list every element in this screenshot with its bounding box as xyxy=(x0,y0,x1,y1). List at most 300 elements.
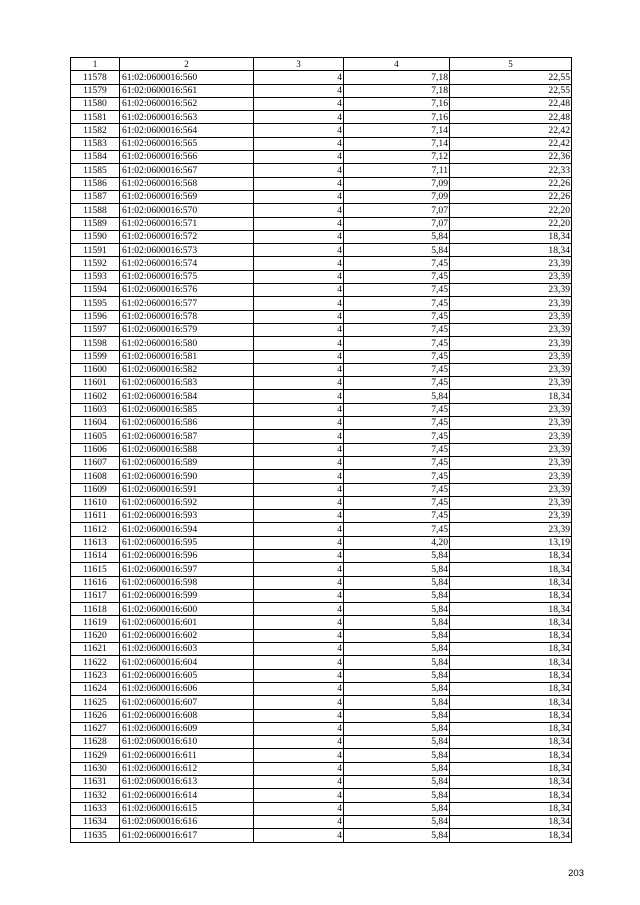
table-cell: 4 xyxy=(254,111,344,124)
table-cell: 5,84 xyxy=(344,709,450,722)
table-cell: 61:02:0600016:608 xyxy=(120,709,254,722)
table-cell: 4 xyxy=(254,709,344,722)
table-cell: 11596 xyxy=(71,310,120,323)
table-cell: 4,20 xyxy=(344,536,450,549)
table-cell: 5,84 xyxy=(344,616,450,629)
table-cell: 11623 xyxy=(71,669,120,682)
table-row xyxy=(71,284,572,297)
table-cell: 4 xyxy=(254,762,344,775)
table-cell: 7,45 xyxy=(344,377,450,390)
table-cell: 11606 xyxy=(71,443,120,456)
table-cell: 4 xyxy=(254,629,344,642)
table-cell: 5,84 xyxy=(344,682,450,695)
table-cell: 22,20 xyxy=(450,204,572,217)
table-row xyxy=(71,669,572,682)
table-cell: 4 xyxy=(254,576,344,589)
table-cell: 61:02:0600016:577 xyxy=(120,297,254,310)
table-cell: 5,84 xyxy=(344,789,450,802)
table-cell: 18,34 xyxy=(450,616,572,629)
table-cell: 23,39 xyxy=(450,284,572,297)
table-cell: 22,55 xyxy=(450,71,572,84)
table-cell: 61:02:0600016:588 xyxy=(120,443,254,456)
table-cell: 5,84 xyxy=(344,603,450,616)
table-cell: 61:02:0600016:570 xyxy=(120,204,254,217)
table-cell: 4 xyxy=(254,204,344,217)
table-cell: 4 xyxy=(254,563,344,576)
table-row xyxy=(71,377,572,390)
table-cell: 5,84 xyxy=(344,776,450,789)
column-header-2: 2 xyxy=(120,58,254,71)
table-cell: 11579 xyxy=(71,84,120,97)
table-cell: 18,34 xyxy=(450,390,572,403)
table-body xyxy=(71,71,572,842)
table-row xyxy=(71,430,572,443)
table-cell: 11610 xyxy=(71,496,120,509)
table-cell: 7,45 xyxy=(344,443,450,456)
table-cell: 5,84 xyxy=(344,696,450,709)
table-cell: 7,45 xyxy=(344,350,450,363)
table-cell: 61:02:0600016:606 xyxy=(120,682,254,695)
table-cell: 4 xyxy=(254,669,344,682)
table-cell: 4 xyxy=(254,789,344,802)
table-cell: 5,84 xyxy=(344,829,450,842)
table-cell: 22,42 xyxy=(450,124,572,137)
table-cell: 7,12 xyxy=(344,151,450,164)
table-cell: 22,36 xyxy=(450,151,572,164)
table-cell: 4 xyxy=(254,363,344,376)
table-cell: 18,34 xyxy=(450,576,572,589)
table-cell: 5,84 xyxy=(344,656,450,669)
table-cell: 11611 xyxy=(71,510,120,523)
table-cell: 5,84 xyxy=(344,244,450,257)
table-cell: 11613 xyxy=(71,536,120,549)
table-cell: 7,16 xyxy=(344,111,450,124)
table-cell: 4 xyxy=(254,217,344,230)
table-row xyxy=(71,802,572,815)
table-cell: 18,34 xyxy=(450,749,572,762)
table-row xyxy=(71,337,572,350)
table-row xyxy=(71,297,572,310)
table-row xyxy=(71,390,572,403)
table-cell: 5,84 xyxy=(344,722,450,735)
table-cell: 18,34 xyxy=(450,709,572,722)
table-row xyxy=(71,456,572,469)
table-cell: 11601 xyxy=(71,377,120,390)
table-row xyxy=(71,829,572,842)
table-cell: 4 xyxy=(254,417,344,430)
table-cell: 7,14 xyxy=(344,137,450,150)
table-cell: 5,84 xyxy=(344,815,450,828)
table-row xyxy=(71,164,572,177)
table-cell: 61:02:0600016:596 xyxy=(120,549,254,562)
table-cell: 11602 xyxy=(71,390,120,403)
table-row xyxy=(71,151,572,164)
table-row xyxy=(71,190,572,203)
table-cell: 61:02:0600016:568 xyxy=(120,177,254,190)
table-row xyxy=(71,736,572,749)
table-cell: 11597 xyxy=(71,323,120,336)
table-cell: 61:02:0600016:597 xyxy=(120,563,254,576)
table-cell: 61:02:0600016:611 xyxy=(120,749,254,762)
table-cell: 5,84 xyxy=(344,576,450,589)
table-cell: 18,34 xyxy=(450,815,572,828)
table-row xyxy=(71,137,572,150)
table-row xyxy=(71,523,572,536)
table-cell: 7,18 xyxy=(344,84,450,97)
table-cell: 61:02:0600016:616 xyxy=(120,815,254,828)
table-cell: 4 xyxy=(254,536,344,549)
table-cell: 61:02:0600016:567 xyxy=(120,164,254,177)
table-cell: 11580 xyxy=(71,97,120,110)
table-cell: 11608 xyxy=(71,470,120,483)
table-cell: 4 xyxy=(254,802,344,815)
table-cell: 4 xyxy=(254,377,344,390)
table-cell: 61:02:0600016:578 xyxy=(120,310,254,323)
table-cell: 23,39 xyxy=(450,350,572,363)
table-row xyxy=(71,124,572,137)
table-cell: 11617 xyxy=(71,589,120,602)
table-row xyxy=(71,510,572,523)
table-cell: 4 xyxy=(254,829,344,842)
table-cell: 18,34 xyxy=(450,563,572,576)
table-cell: 4 xyxy=(254,350,344,363)
table-cell: 4 xyxy=(254,643,344,656)
table-cell: 7,45 xyxy=(344,456,450,469)
table-row xyxy=(71,244,572,257)
table-cell: 22,20 xyxy=(450,217,572,230)
table-row xyxy=(71,257,572,270)
table-row xyxy=(71,323,572,336)
table-cell: 11584 xyxy=(71,151,120,164)
table-cell: 4 xyxy=(254,616,344,629)
table-cell: 4 xyxy=(254,164,344,177)
table-cell: 4 xyxy=(254,589,344,602)
table-cell: 22,48 xyxy=(450,97,572,110)
table-cell: 11621 xyxy=(71,643,120,656)
table-row xyxy=(71,350,572,363)
table-cell: 7,07 xyxy=(344,204,450,217)
table-cell: 23,39 xyxy=(450,297,572,310)
table-cell: 11633 xyxy=(71,802,120,815)
table-cell: 23,39 xyxy=(450,443,572,456)
table-row xyxy=(71,549,572,562)
table-row xyxy=(71,71,572,84)
table-row xyxy=(71,576,572,589)
table-cell: 61:02:0600016:563 xyxy=(120,111,254,124)
table-row xyxy=(71,762,572,775)
table-row xyxy=(71,603,572,616)
table-cell: 61:02:0600016:613 xyxy=(120,776,254,789)
table-cell: 18,34 xyxy=(450,736,572,749)
table-cell: 13,19 xyxy=(450,536,572,549)
table-cell: 18,34 xyxy=(450,762,572,775)
table-cell: 18,34 xyxy=(450,789,572,802)
table-cell: 11586 xyxy=(71,177,120,190)
table-cell: 5,84 xyxy=(344,390,450,403)
table-cell: 4 xyxy=(254,177,344,190)
table-cell: 4 xyxy=(254,310,344,323)
table-cell: 11634 xyxy=(71,815,120,828)
table-cell: 61:02:0600016:572 xyxy=(120,230,254,243)
table-cell: 4 xyxy=(254,124,344,137)
table-cell: 4 xyxy=(254,71,344,84)
table-cell: 23,39 xyxy=(450,510,572,523)
table-cell: 23,39 xyxy=(450,523,572,536)
table-cell: 11626 xyxy=(71,709,120,722)
table-row xyxy=(71,536,572,549)
table-row xyxy=(71,749,572,762)
table-cell: 23,39 xyxy=(450,363,572,376)
table-cell: 4 xyxy=(254,430,344,443)
table-cell: 5,84 xyxy=(344,589,450,602)
table-cell: 5,84 xyxy=(344,643,450,656)
table-row xyxy=(71,696,572,709)
table-cell: 4 xyxy=(254,323,344,336)
table-cell: 23,39 xyxy=(450,430,572,443)
table-row xyxy=(71,496,572,509)
table-cell: 5,84 xyxy=(344,802,450,815)
table-cell: 61:02:0600016:580 xyxy=(120,337,254,350)
table-cell: 7,45 xyxy=(344,496,450,509)
table-cell: 11625 xyxy=(71,696,120,709)
table-cell: 61:02:0600016:614 xyxy=(120,789,254,802)
table-cell: 18,34 xyxy=(450,244,572,257)
table-row xyxy=(71,217,572,230)
table-cell: 5,84 xyxy=(344,563,450,576)
table-cell: 4 xyxy=(254,270,344,283)
table-cell: 61:02:0600016:586 xyxy=(120,417,254,430)
table-cell: 4 xyxy=(254,656,344,669)
table-cell: 4 xyxy=(254,244,344,257)
table-cell: 7,45 xyxy=(344,483,450,496)
table-row xyxy=(71,230,572,243)
table-row xyxy=(71,789,572,802)
table-cell: 23,39 xyxy=(450,417,572,430)
table-row xyxy=(71,417,572,430)
table-cell: 61:02:0600016:591 xyxy=(120,483,254,496)
table-cell: 7,09 xyxy=(344,190,450,203)
table-cell: 61:02:0600016:603 xyxy=(120,643,254,656)
table-cell: 23,39 xyxy=(450,323,572,336)
table-cell: 23,39 xyxy=(450,496,572,509)
table-cell: 4 xyxy=(254,483,344,496)
table-cell: 4 xyxy=(254,97,344,110)
table-cell: 11635 xyxy=(71,829,120,842)
table-cell: 18,34 xyxy=(450,802,572,815)
table-row xyxy=(71,616,572,629)
table-row xyxy=(71,709,572,722)
table-cell: 4 xyxy=(254,403,344,416)
table-row xyxy=(71,643,572,656)
table-cell: 4 xyxy=(254,230,344,243)
table-row xyxy=(71,270,572,283)
table-cell: 4 xyxy=(254,549,344,562)
table-cell: 11599 xyxy=(71,350,120,363)
table-cell: 61:02:0600016:605 xyxy=(120,669,254,682)
table-cell: 4 xyxy=(254,257,344,270)
table-cell: 61:02:0600016:598 xyxy=(120,576,254,589)
table-cell: 11583 xyxy=(71,137,120,150)
table-cell: 4 xyxy=(254,297,344,310)
table-cell: 4 xyxy=(254,696,344,709)
table-row xyxy=(71,111,572,124)
table-cell: 7,45 xyxy=(344,403,450,416)
table-cell: 11587 xyxy=(71,190,120,203)
table-cell: 11614 xyxy=(71,549,120,562)
table-cell: 18,34 xyxy=(450,603,572,616)
table-cell: 61:02:0600016:612 xyxy=(120,762,254,775)
table-cell: 11581 xyxy=(71,111,120,124)
table-cell: 22,26 xyxy=(450,190,572,203)
table-row xyxy=(71,589,572,602)
table-cell: 11604 xyxy=(71,417,120,430)
table-cell: 4 xyxy=(254,510,344,523)
table-cell: 5,84 xyxy=(344,230,450,243)
table-cell: 61:02:0600016:589 xyxy=(120,456,254,469)
table-cell: 11589 xyxy=(71,217,120,230)
table-cell: 11592 xyxy=(71,257,120,270)
table-cell: 11631 xyxy=(71,776,120,789)
table-cell: 23,39 xyxy=(450,270,572,283)
table-cell: 7,45 xyxy=(344,523,450,536)
table-cell: 11607 xyxy=(71,456,120,469)
table-cell: 7,45 xyxy=(344,270,450,283)
table-row xyxy=(71,84,572,97)
table-cell: 11620 xyxy=(71,629,120,642)
table-cell: 18,34 xyxy=(450,230,572,243)
table-cell: 11627 xyxy=(71,722,120,735)
data-table xyxy=(70,57,572,843)
table-cell: 11632 xyxy=(71,789,120,802)
table-cell: 4 xyxy=(254,523,344,536)
table-row xyxy=(71,403,572,416)
table-cell: 11591 xyxy=(71,244,120,257)
table-cell: 7,11 xyxy=(344,164,450,177)
table-cell: 61:02:0600016:584 xyxy=(120,390,254,403)
table-cell: 61:02:0600016:592 xyxy=(120,496,254,509)
table-cell: 61:02:0600016:587 xyxy=(120,430,254,443)
column-header-3: 3 xyxy=(254,58,344,71)
table-row xyxy=(71,470,572,483)
table-cell: 11582 xyxy=(71,124,120,137)
table-cell: 4 xyxy=(254,456,344,469)
table-cell: 61:02:0600016:610 xyxy=(120,736,254,749)
table-cell: 7,45 xyxy=(344,310,450,323)
table-cell: 23,39 xyxy=(450,310,572,323)
table-cell: 11624 xyxy=(71,682,120,695)
table-row xyxy=(71,177,572,190)
table-cell: 22,42 xyxy=(450,137,572,150)
table-cell: 4 xyxy=(254,137,344,150)
table-cell: 11618 xyxy=(71,603,120,616)
table-cell: 23,39 xyxy=(450,403,572,416)
table-cell: 18,34 xyxy=(450,549,572,562)
table-row xyxy=(71,815,572,828)
column-header-4: 4 xyxy=(344,58,450,71)
table-cell: 61:02:0600016:565 xyxy=(120,137,254,150)
table-cell: 11578 xyxy=(71,71,120,84)
table-cell: 61:02:0600016:604 xyxy=(120,656,254,669)
table-cell: 7,45 xyxy=(344,363,450,376)
table-cell: 22,33 xyxy=(450,164,572,177)
table-cell: 22,48 xyxy=(450,111,572,124)
table-cell: 4 xyxy=(254,815,344,828)
table-cell: 61:02:0600016:579 xyxy=(120,323,254,336)
table-cell: 11595 xyxy=(71,297,120,310)
table-cell: 11593 xyxy=(71,270,120,283)
table-cell: 61:02:0600016:599 xyxy=(120,589,254,602)
table-cell: 11630 xyxy=(71,762,120,775)
table-cell: 4 xyxy=(254,190,344,203)
table-cell: 11600 xyxy=(71,363,120,376)
table-cell: 61:02:0600016:617 xyxy=(120,829,254,842)
table-cell: 61:02:0600016:569 xyxy=(120,190,254,203)
column-header-1: 1 xyxy=(71,58,120,71)
table-cell: 61:02:0600016:566 xyxy=(120,151,254,164)
table-row xyxy=(71,483,572,496)
table-row xyxy=(71,97,572,110)
table-cell: 5,84 xyxy=(344,762,450,775)
table-cell: 18,34 xyxy=(450,589,572,602)
table-cell: 4 xyxy=(254,603,344,616)
table-cell: 11603 xyxy=(71,403,120,416)
table-cell: 4 xyxy=(254,337,344,350)
table-cell: 11622 xyxy=(71,656,120,669)
table-cell: 61:02:0600016:581 xyxy=(120,350,254,363)
table-cell: 61:02:0600016:590 xyxy=(120,470,254,483)
table-cell: 7,16 xyxy=(344,97,450,110)
table-cell: 4 xyxy=(254,84,344,97)
table-cell: 61:02:0600016:562 xyxy=(120,97,254,110)
table-cell: 4 xyxy=(254,682,344,695)
table-cell: 7,09 xyxy=(344,177,450,190)
table-row xyxy=(71,682,572,695)
column-header-5: 5 xyxy=(450,58,572,71)
table-cell: 18,34 xyxy=(450,776,572,789)
table-cell: 61:02:0600016:574 xyxy=(120,257,254,270)
table-cell: 5,84 xyxy=(344,549,450,562)
table-cell: 11588 xyxy=(71,204,120,217)
table-cell: 61:02:0600016:594 xyxy=(120,523,254,536)
table-cell: 18,34 xyxy=(450,696,572,709)
table-cell: 61:02:0600016:615 xyxy=(120,802,254,815)
table-cell: 23,39 xyxy=(450,377,572,390)
table-row xyxy=(71,629,572,642)
table-cell: 61:02:0600016:593 xyxy=(120,510,254,523)
table-cell: 4 xyxy=(254,749,344,762)
table-cell: 23,39 xyxy=(450,337,572,350)
table-cell: 61:02:0600016:585 xyxy=(120,403,254,416)
table-cell: 23,39 xyxy=(450,483,572,496)
table-cell: 11585 xyxy=(71,164,120,177)
table-cell: 18,34 xyxy=(450,682,572,695)
table-cell: 7,45 xyxy=(344,470,450,483)
table-cell: 61:02:0600016:601 xyxy=(120,616,254,629)
table-cell: 4 xyxy=(254,736,344,749)
table-row xyxy=(71,563,572,576)
table-cell: 11605 xyxy=(71,430,120,443)
table-cell: 4 xyxy=(254,776,344,789)
table-cell: 61:02:0600016:560 xyxy=(120,71,254,84)
page-number: 203 xyxy=(568,868,584,879)
table-row xyxy=(71,776,572,789)
table-cell: 7,18 xyxy=(344,71,450,84)
table-cell: 18,34 xyxy=(450,656,572,669)
table-cell: 4 xyxy=(254,496,344,509)
table-row xyxy=(71,204,572,217)
table-cell: 7,45 xyxy=(344,510,450,523)
table-cell: 23,39 xyxy=(450,470,572,483)
